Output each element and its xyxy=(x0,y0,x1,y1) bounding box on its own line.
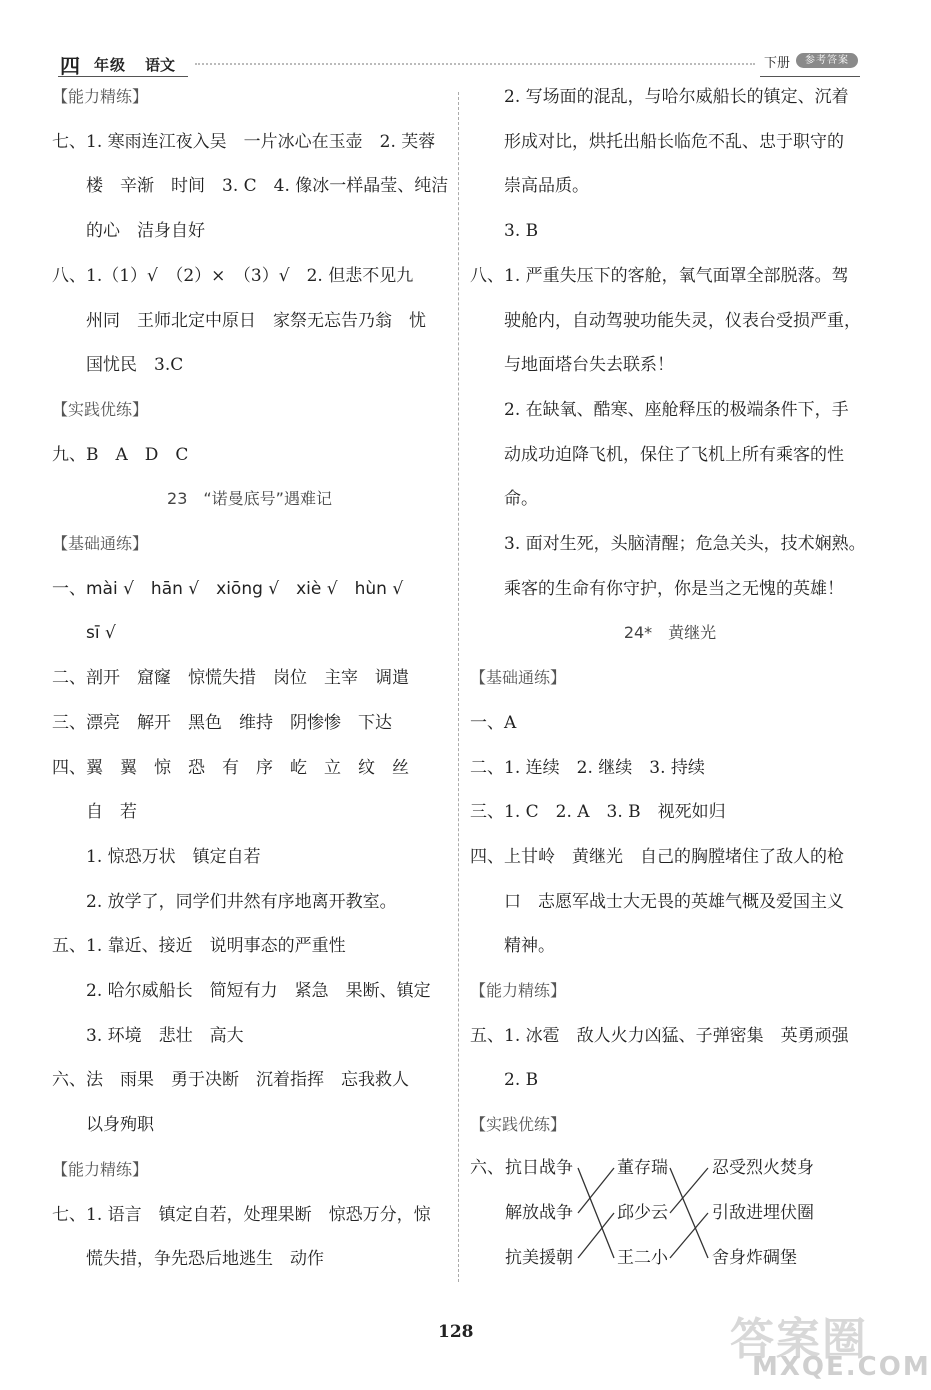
answer-line: 形成对比，烘托出船长临危不乱、忠于职守的 xyxy=(470,131,844,152)
match-connector xyxy=(670,1213,708,1258)
page-number: 128 xyxy=(438,1322,474,1342)
answer-line: 四、翼 翼 惊 恐 有 序 屹 立 纹 丝 xyxy=(52,757,409,778)
answer-line: 2. 放学了，同学们井然有序地离开教室。 xyxy=(52,891,397,912)
answer-line: 五、1. 冰雹 敌人火力凶猛、子弹密集 英勇顽强 xyxy=(470,1025,849,1046)
answer-line: 四、上甘岭 黄继光 自己的胸膛堵住了敌人的枪 xyxy=(470,846,844,867)
answer-line: 二、1. 连续 2. 继续 3. 持续 xyxy=(470,757,705,778)
matching-item: 解放战争 xyxy=(505,1203,573,1223)
answer-line: 三、1. C 2. A 3. B 视死如归 xyxy=(470,802,726,823)
answer-line: 的心 洁身自好 xyxy=(52,221,205,242)
answer-line: 二、剖开 窟窿 惊慌失措 岗位 主宰 调遣 xyxy=(52,668,409,689)
answer-line: 2. 写场面的混乱，与哈尔威船长的镇定、沉着 xyxy=(470,87,849,107)
matching-item: 王二小 xyxy=(617,1248,668,1268)
matching-item: 董存瑞 xyxy=(617,1158,668,1178)
section-heading: 【能力精练】 xyxy=(52,87,149,106)
section-heading: 【实践优练】 xyxy=(52,399,149,419)
subject-label: 语文 xyxy=(145,56,176,74)
answer-line: 动成功迫降飞机，保住了飞机上所有乘客的性 xyxy=(470,444,844,465)
answer-line: 驶舱内，自动驾驶功能失灵，仪表台受损严重， xyxy=(470,310,861,331)
answer-line: 1. 惊恐万状 镇定自若 xyxy=(52,846,261,867)
answer-line: 五、1. 靠近、接近 说明事态的严重性 xyxy=(52,936,346,957)
lesson-title: 24* 黄继光 xyxy=(623,623,717,643)
answer-line: 2. 哈尔威船长 简短有力 紧急 果断、镇定 xyxy=(52,981,431,1001)
section-heading: 【基础通练】 xyxy=(470,668,567,688)
grade-number: 四 xyxy=(60,54,80,78)
matching-item: 邱少云 xyxy=(617,1203,668,1223)
answer-line: 以身殉职 xyxy=(52,1115,154,1136)
answer-line: 口 志愿军战士大无畏的英雄气概及爱国主义 xyxy=(470,891,844,912)
answer-line: 命。 xyxy=(470,489,538,510)
matching-item: 抗美援朝 xyxy=(505,1248,573,1268)
answer-line: 楼 辛渐 时间 3. C 4. 像冰一样晶莹、纯洁 xyxy=(52,176,449,197)
matching-item: 舍身炸碉堡 xyxy=(712,1248,797,1268)
matching-label: 六、 xyxy=(470,1158,504,1178)
answer-line: 国忧民 3.C xyxy=(52,355,184,376)
matching-item: 忍受烈火焚身 xyxy=(712,1158,814,1178)
answer-line: 七、1. 语言 镇定自若，处理果断 惊恐万分，惊 xyxy=(52,1204,431,1225)
answers-badge: 参考答案 xyxy=(796,53,858,68)
answer-line: 三、漂亮 解开 黑色 维持 阴惨惨 下达 xyxy=(52,712,392,733)
volume-label: 下册 xyxy=(764,56,791,71)
answer-line: 七、1. 寒雨连江夜入吴 一片冰心在玉壶 2. 芙蓉 xyxy=(52,131,436,152)
answer-line: sī √ xyxy=(52,623,116,644)
watermark-url: MXQE.COM xyxy=(752,1352,931,1382)
match-connector xyxy=(578,1168,614,1213)
answer-line: 一、A xyxy=(470,712,517,733)
answer-line: 六、法 雨果 勇于决断 沉着指挥 忘我救人 xyxy=(52,1070,409,1091)
match-connector xyxy=(670,1168,708,1213)
answer-line: 一、mài √ hān √ xiōng √ xiè √ hùn √ xyxy=(52,578,404,599)
match-connector xyxy=(670,1168,708,1258)
grade-label: 年级 xyxy=(94,56,127,74)
watermark-logo: 答案圈 xyxy=(730,1314,868,1365)
answer-line: 八、1. 严重失压下的客舱，氧气面罩全部脱落。驾 xyxy=(470,265,849,286)
section-heading: 【能力精练】 xyxy=(470,981,567,1000)
matching-item: 引敌进埋伏圈 xyxy=(712,1203,814,1223)
section-heading: 【能力精练】 xyxy=(52,1159,149,1179)
answer-line: 2. B xyxy=(470,1070,539,1091)
lesson-title: 23 “诺曼底号”遇难记 xyxy=(167,489,332,509)
answer-line: 3. B xyxy=(470,221,539,242)
answer-line: 精神。 xyxy=(470,936,555,957)
answer-line: 乘客的生命有你守护，你是当之无愧的英雄！ xyxy=(470,578,844,599)
answer-line: 与地面塔台失去联系！ xyxy=(470,355,674,376)
match-connector xyxy=(578,1213,614,1258)
matching-item: 抗日战争 xyxy=(505,1158,573,1178)
section-heading: 【基础通练】 xyxy=(52,534,149,553)
answer-line: 3. 面对生死，头脑清醒；危急关头，技术娴熟。 xyxy=(470,534,866,554)
answer-line: 3. 环境 悲壮 高大 xyxy=(52,1025,244,1046)
answer-line: 州同 王师北定中原日 家祭无忘告乃翁 忧 xyxy=(52,310,426,331)
match-connector xyxy=(578,1168,614,1258)
section-heading: 【实践优练】 xyxy=(470,1115,567,1135)
answer-line: 崇高品质。 xyxy=(470,176,589,197)
answer-line: 2. 在缺氧、酷寒、座舱释压的极端条件下，手 xyxy=(470,399,849,420)
answer-line: 慌失措，争先恐后地逃生 动作 xyxy=(52,1249,324,1270)
answer-line: 八、1.（1）√ （2）× （3）√ 2. 但悲不见九 xyxy=(52,265,414,286)
answer-line: 九、B A D C xyxy=(52,444,189,465)
answer-line: 自 若 xyxy=(52,802,137,823)
